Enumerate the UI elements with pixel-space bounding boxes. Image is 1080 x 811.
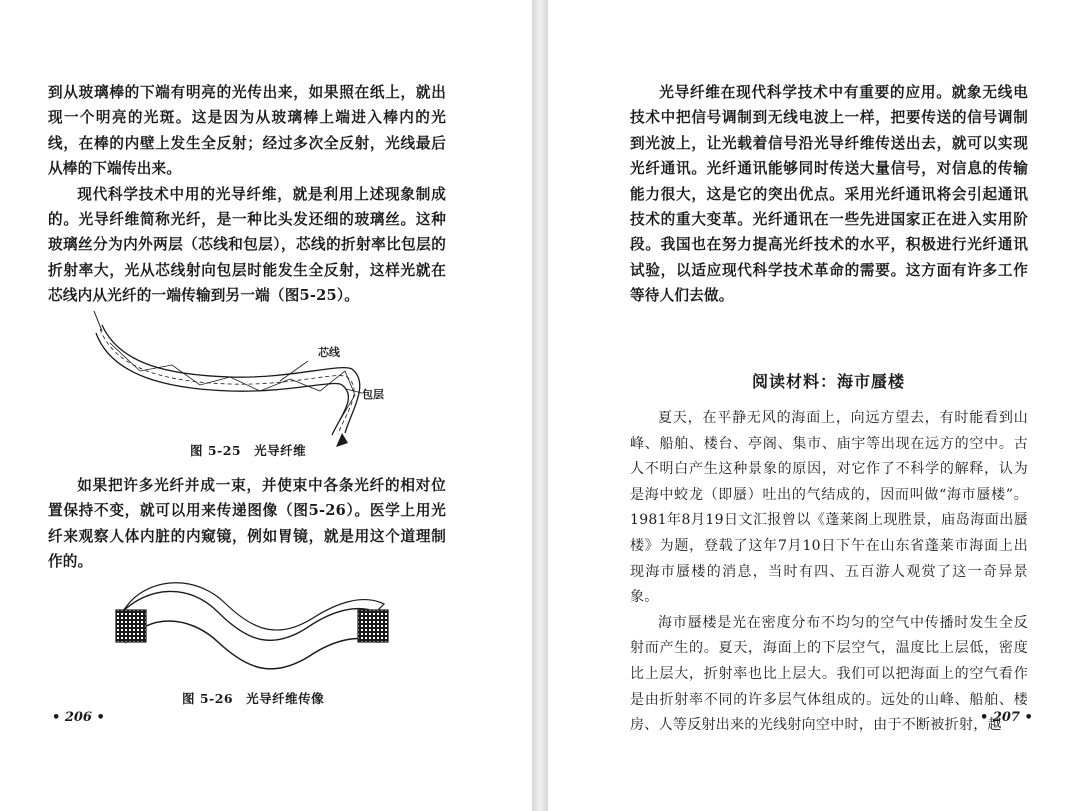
core-pointer-line	[280, 361, 308, 381]
paragraph-mirage-intro: 夏天，在平静无风的海面上，向远方望去，有时能看到山峰、船舶、楼台、亭阁、集市、庙宇等出现在远方的空中。古人不明白产生这种景象的原因，对它作了不科学的解释，认为是海中蛟龙（即蜃）吐出的气结成的，因而叫做“海市蜃楼”。1981年8月19日文汇报曾以《蓬莱阁上现胜景，庙岛海面出蜃楼》为题，登载了这年7月10日下午在山东省蓬莱市海面上出现海市蜃楼的消息，当时有四、五百游人观赏了这一奇异景象。	[630, 410, 1028, 606]
page-number-left: • 206 •	[52, 710, 105, 725]
figure-5-26-caption: 图 5-26 光导纤维传像	[182, 691, 325, 706]
paragraph-optical-fiber: 现代科学技术中用的光导纤维，就是利用上述现象制成的。光导纤维简称光纤，是一种比头发还细的玻璃丝。这种玻璃丝分为内外两层（芯线和包层），芯线的折射率比包层的折射率大，光从芯线射向包层时能发生全反射，这样光就在芯线内从光纤的一端传输到另一端（图5-25）。	[48, 185, 446, 305]
reading-section-title: 阅读材料：海市蜃楼	[752, 372, 906, 391]
paragraph-mirage-cause: 海市蜃楼是光在密度分布不均匀的空气中传播时发生全反射而产生的。夏天，海面上的下层空气，温度比上层低，密度比上层大，折射率也比上层大。我们可以把海面上的空气看作是由折射率不同的许多层气体组成的。远处的山峰、船舶、楼房、人等反射出来的光线射向空中时，由于不断被折射，越	[630, 614, 1028, 734]
paragraph-fiber-communication: 光导纤维在现代科学技术中有重要的应用。就象无线电技术中把信号调制到无线电波上一样，把要传送的信号调制到光波上，让光载着信号沿光导纤维传送出去，就可以实现光纤通讯。光纤通讯能够同时传送大量信号，对信息的传输能力很大，这是它的突出优点。采用光纤通讯将会引起通讯技术的重大变革。光纤通讯在一些先进国家正在进入实用阶段。我国也在努力提高光纤技术的水平，积极进行光纤通讯试验，以适应现代科学技术革命的需要。这方面有许多工作等待人们去做。	[630, 84, 1028, 305]
entry-arrow-line	[94, 311, 102, 331]
left-page	[0, 0, 532, 811]
fiber-diagram	[90, 305, 410, 455]
book-gutter	[532, 0, 548, 811]
left-text-upper	[48, 80, 446, 309]
fiber-bundle-diagram	[108, 572, 398, 672]
bundle-left-end	[116, 610, 146, 642]
paragraph-continuation: 到从玻璃棒的下端有明亮的光传出来，如果照在纸上，就出现一个明亮的光斑。这是因为从玻璃棒上端进入棒内的光线，在棒的内壁上发生全反射；经过多次全反射，光线最后从棒的下端传出来。	[48, 84, 446, 178]
left-text-lower	[48, 473, 446, 575]
paragraph-image-transmission: 如果把许多光纤并成一束，并使束中各条光纤的相对位置保持不变，就可以用来传递图像（图5-26）。医学上用光纤来观察人体内脏的内窥镜，例如胃镜，就是用这个道理制作的。	[48, 477, 446, 571]
exit-arrow-head	[336, 433, 348, 447]
reading-material-text	[630, 406, 1028, 739]
figure-5-25-caption: 图 5-25 光导纤维	[190, 443, 307, 458]
fiber-core-dashed	[100, 329, 354, 434]
right-page	[548, 0, 1080, 811]
cladding-label: 包层	[362, 388, 384, 401]
core-label: 芯线	[318, 346, 340, 359]
fiber-outer-edge-top	[102, 325, 360, 433]
right-text-upper	[630, 80, 1028, 309]
bundle-right-end	[358, 610, 388, 642]
page-number-right: • 207 •	[980, 710, 1033, 725]
